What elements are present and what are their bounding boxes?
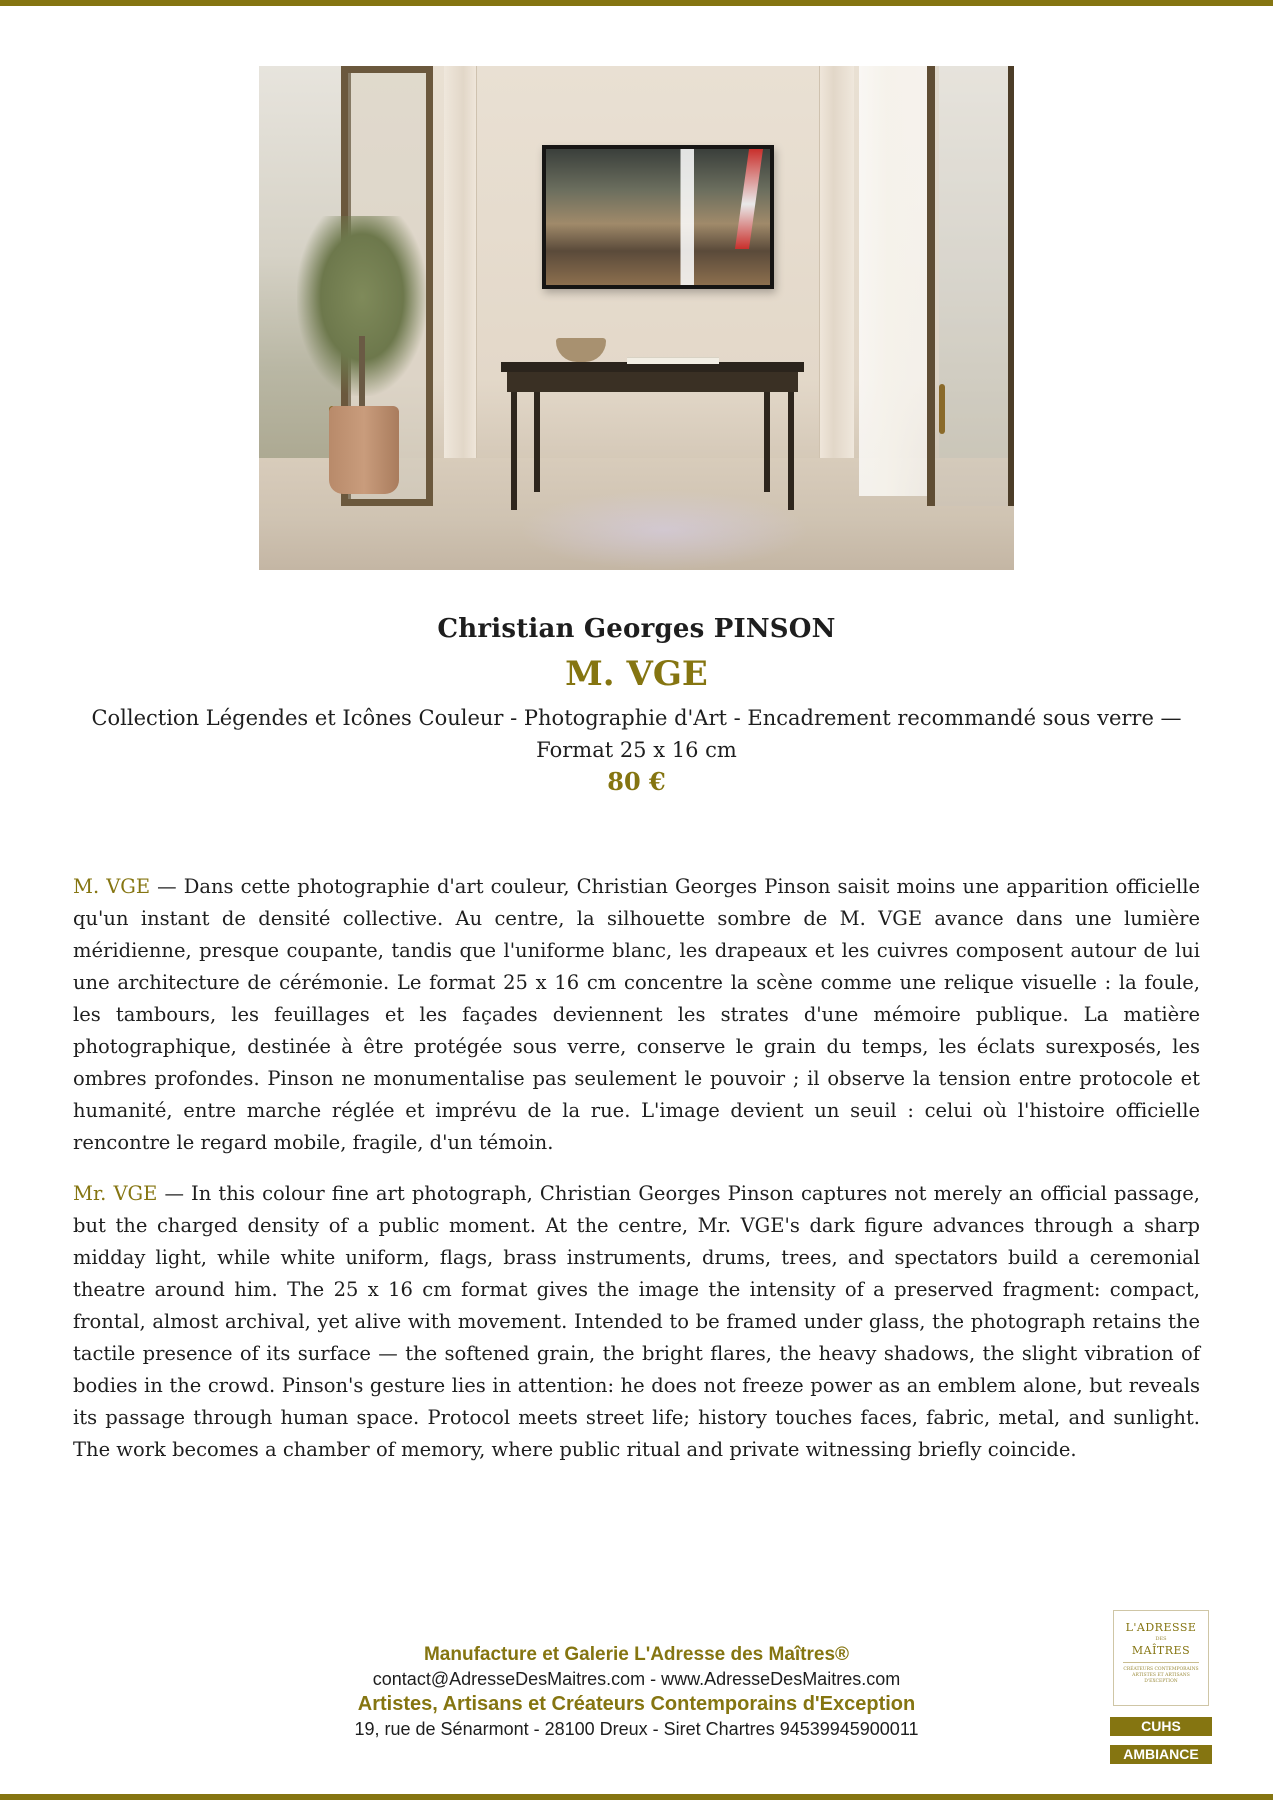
wall-panel-left <box>444 66 477 466</box>
open-book <box>627 357 719 364</box>
tag-ambiance: AMBIANCE <box>1110 1745 1212 1764</box>
tag-cuhs: CUHS <box>1110 1717 1212 1736</box>
logo-line-4: CRÉATEURS CONTEMPORAINS ARTISTES ET ARTISANS D'EXCEPTION <box>1123 1667 1199 1684</box>
table-leg <box>511 392 517 510</box>
artwork-title: M. VGE <box>565 654 708 694</box>
gallery-logo <box>1113 1610 1209 1706</box>
description-english-text: — In this colour fine art photograph, Christian Georges Pinson captures not merely an official passage, but the charged density of a public moment. At the centre, Mr. VGE's dark figure advances through a sharp midday light, while white uniform, flags, brass instruments, drums, trees, and spectators build a ceremonial theatre around him. The 25 x 16 cm format gives the image the intensity of a preserved fragment: compact, frontal, almost archival, yet alive with movement. Intended to be framed under glass, the photograph retains the tactile presence of its surface — the softened grain, the bright flares, the heavy shadows, the slight vibration of bodies in the crowd. Pinson's gesture lies in attention: he does not freeze power as an emblem alone, but reveals its passage through human space. Protocol meets street life; history touches faces, fabric, metal, and sunlight. The work becomes a chamber of memory, where public ritual and private witnessing briefly coincide. <box>73 1182 1201 1461</box>
description-english <box>73 1178 1200 1466</box>
framed-photograph <box>542 145 774 289</box>
artwork-subtitle: Collection Légendes et Icônes Couleur - Photographie d'Art - Encadrement recommandé sous verre — Format 25 x 16 cm <box>91 706 1182 762</box>
artwork-price: 80 € <box>607 767 666 796</box>
logo-line-2: DES <box>1155 1636 1167 1642</box>
floor-light <box>519 490 809 570</box>
bowl <box>556 338 606 362</box>
photograph-image <box>546 149 770 285</box>
console-table-apron <box>507 372 798 392</box>
table-leg <box>764 392 770 492</box>
logo-divider <box>1123 1662 1199 1663</box>
footer-gallery-name: Manufacture et Galerie L'Adresse des Maîtres® <box>423 1644 850 1665</box>
artwork-room-photo <box>259 66 1014 570</box>
door-right <box>927 66 1014 506</box>
description-french-text: — Dans cette photographie d'art couleur, Christian Georges Pinson saisit moins une apparition officielle qu'un instant de densité collective. Au centre, la silhouette sombre de M. VGE avance dans une lumière méridienne, presque coupante, tandis que l'uniforme blanc, les drapeaux et les cuivres composent autour de lui une architecture de cérémonie. Le format 25 x 16 cm concentre la scène comme une relique visuelle : la foule, les tambours, les feuillages et les façades deviennent les strates d'une mémoire publique. La matière photographique, destinée à être protégée sous verre, conserve le grain du temps, les éclats surexposés, les ombres profondes. Pinson ne monumentalise pas seulement le pouvoir ; il observe la tension entre protocole et humanité, entre marche réglée et imprévu de la rue. L'image devient un seuil : celui où l'histoire officielle rencontre le regard mobile, fragile, d'un témoin. <box>73 875 1200 1154</box>
footer-tagline: Artistes, Artisans et Créateurs Contemporains d'Exception <box>357 1693 916 1715</box>
footer <box>290 1643 983 1741</box>
artist-name: Christian Georges PINSON <box>437 614 836 644</box>
olive-tree-trunk <box>359 336 365 416</box>
curtain <box>859 66 929 496</box>
logo-line-1: L'ADRESSE <box>1125 1621 1197 1634</box>
logo-line-3: MAÎTRES <box>1131 1644 1191 1657</box>
bottom-accent-bar <box>0 1794 1273 1800</box>
description-english-lead: Mr. VGE <box>73 1182 158 1205</box>
door-handle-right <box>939 384 945 434</box>
description-french-lead: M. VGE <box>73 875 151 898</box>
wall-panel-right <box>819 66 854 466</box>
top-accent-bar <box>0 0 1273 6</box>
table-leg <box>788 392 794 510</box>
table-leg <box>534 392 540 492</box>
plant-pot <box>329 406 399 494</box>
description-french <box>73 871 1200 1159</box>
footer-contact: contact@AdresseDesMaitres.com - www.AdresseDesMaitres.com <box>372 1669 901 1689</box>
footer-address: 19, rue de Sénarmont - 28100 Dreux - Siret Chartres 94539945900011 <box>354 1719 919 1739</box>
